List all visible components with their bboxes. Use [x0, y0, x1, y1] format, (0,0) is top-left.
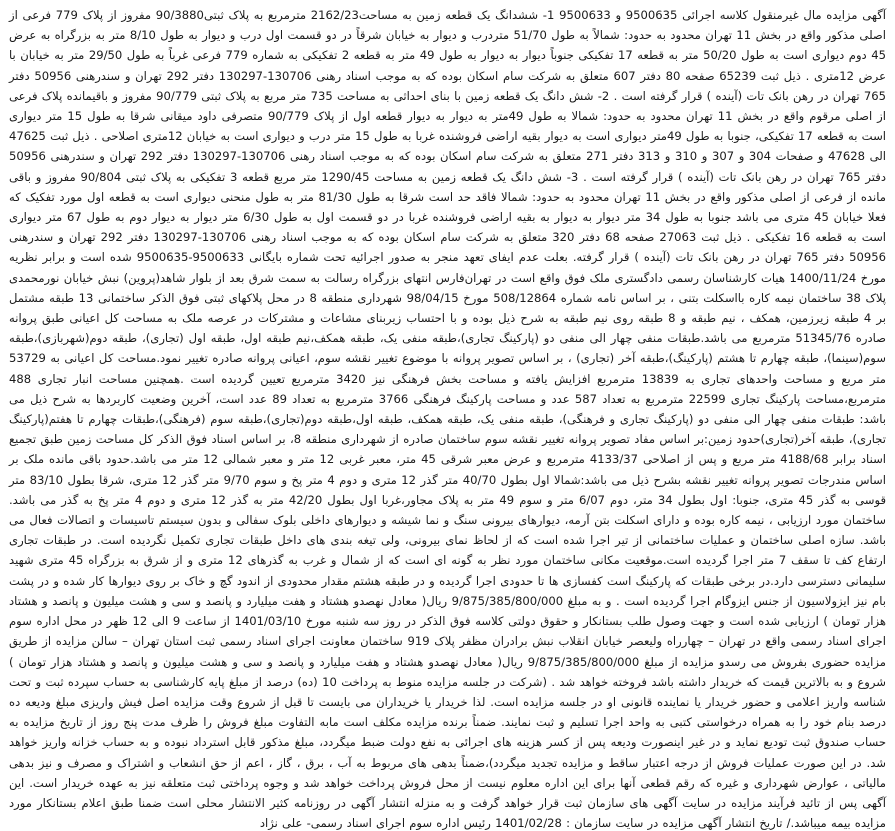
auction-notice-text: آگهی مزایده مال غیرمنقول کلاسه اجرائی 9500635 و 9500633 1- ششدانگ یک قطعه زمین به مساحت2162/23 مترمربع به پلاک ثبتی90/3880 مفروز از پلاک 779 فرعی از اصلی مذکور واقع در بخش 11 تهران محدود به حدود: شمالاً به طول 51/70 متردرب و دیوار به خیابان شرقاً در دو قسمت اول درب و دیوار به طول 8/10 متر به بزرگراه به عرض 45 دوم دیواری است به طول 50/20 متر به قطعه 17 تفکیکی جنوباً دیوار به دیوار به طول 49 متر به قطعه 2 تفکیکی به شماره 779 فرعی غرباً به طول 29/50 متر به خیابان با عرض 12متری . ذیل ثبت 65239 صفحه 80 دفتر 607 متعلق به شرکت سام اسکان بوده که به موجب اسناد رهنی 130706-130297 دفتر 292 تهران و سندرهنی 50956 دفتر 765 تهران در رهن بانک تات (آینده ) قرار گرفته است . 2- شش دانگ یک قطعه زمین با بنای احداثی به مساحت 735 متر مربع به پلاک ثبتی 90/779 مفروز و باقیمانده پلاک فرعی از اصلی مرقوم واقع در بخش 11 تهران محدود به حدود: شمالا به طول 49متر به دیوار به دیوار قطعه اول از پلاک 90/779 متصرفی داود میقانی شرقا به طول 15 متر دیواری است به قطعه 17 تفکیکی، جنوبا به طول 49متر دیواری است به دیوار بقیه اراضی فروشنده غربا به طول 15 متر درب و دیواری است به خیابان 12متری اصلاحی . ذیل ثبت 47625 الی 47628 و صفحات 304 و 307 و 310 و 313 دفتر 271 متعلق به شرکت سام اسکان بوده که به موجب اسناد رهنی 130706-130297 دفتر 292 تهران و سندرهنی 50956 دفتر 765 تهران در رهن بانک تات (آینده ) قرار گرفته است . 3- شش دانگ یک قطعه زمین به مساحت 1290/45 متر مربع قطعه 3 تفکیکی به پلاک ثبتی 90/804 مفروز و باقی مانده از فرعی از اصلی مذکور واقع در بخش 11 تهران محدود به حدود: شمالا فاقد حد است شرقا به طول 81/30 متر به طول منحنی دیواری است به قطعه اول مورد تفکیک که فعلا خیابان 45 متری می باشد جنوبا به طول 34 متر دیوار به دیوار به بقیه اراضی فروشنده غربا در دو قسمت اول به طول 6/30 متر دیوار به دیوار دوم به طول 67 متر دیواری است به قطعه 16 تفکیکی . ذیل ثبت 27063 صفحه 68 دفتر 320 متعلق به شرکت سام اسکان بوده که به موجب اسناد رهنی 130706-130297 دفتر 292 تهران و سندرهنی 50956 دفتر 765 تهران در رهن بانک تات (آینده ) قرار گرفته. بعلت عدم ایفای تعهد منجر به صدور اجرائیه تحت شماره بایگانی 9500633-9500635 شده است و برابر نظریه مورخ 1400/11/24 هیات کارشناسان رسمی دادگستری ملک فوق واقع است در تهران‌فارس انتهای بزرگراه رسالت به سمت شرق بعد از بلوار شاهد(پروین) نبش خیابان نورمحمدی پلاک 38 ساختمان نیمه کاره بااسکلت بتنی ، بر اساس نامه شماره 508/12864 مورخ 98/04/15 شهرداری منطقه 8 در محل پلاکهای ثبتی فوق الذکر ساختمانی 13 طبقه مشتمل بر 4 طبقه زیرزمین، همکف ، نیم طبقه و 8 طبقه روی نیم طبقه به شرح ذیل بوده و با احتساب زیربنای مشاعات و مشترکات در عرصه ملک به مساحت کل اعیانی طبق پروانه صادره 51345/76 مترمربع می باشد.طبقات منفی چهار الی منفی دو (پارکینگ تجاری)،طبقه منفی یک، طبقه همکف،نیم طبقه اول، طبقه اول (تجاری)، طبقه دوم(شهربازی)،طبقه سوم(سینما)، طبقه چهارم تا هشتم (پارکینگ)،طبقه آخر (تجاری) ، بر اساس تصویر پروانه با موضوع تغییر نقشه سوم، اعیانی پروانه صادره تغییر نمود.مساحت کل اعیانی به 53729 متر مربع و مساحت واحدهای تجاری به 13839 مترمربع افزایش یافته و مساحت بخش فرهنگی نیز 3420 مترمربع تعیین گردیده است .همچنین مساحت انبار تجاری 488 مترمربع،مساحت پارکینگ تجاری 22599 مترمربع به تعداد 587 عدد و مساحت پارکینگ فرهنگی 3766 مترمربع به تعداد 89 عدد است، آخرین وضعیت کاربردها به شرح ذیل می باشد: طبقات منفی چهار الی منفی دو (پارکینگ تجاری و فرهنگی)، طبقه منفی یک، طبقه همکف، طبقه اول،طبقه دوم(تجاری)،طبقه سوم (فرهنگی)،طبقات چهارم تا هفتم(پارکینگ تجاری)، طبقه آخر(تجاری)حدود زمین:بر اساس مفاد تصویر پروانه تغییر نقشه سوم ساختمان صادره از شهرداری منطقه 8، بر اساس اسناد فوق الذکر کل مساحت زمین طبق تجمیع اسناد برابر 4188/68 متر مربع و پس از اصلاحی 4133/37 مترمربع و عرض معبر شرقی 45 متر، معبر غربی 12 متر و معبر شمالی 12 متر می باشد.حدود باقی مانده ملک بر اساس مندرجات تصویر پروانه تغییر نقشه بشرح ذیل می باشد:شمالا اول بطول 40/70 متر گذر 12 متری و دوم 4 متر پخ و سوم 9/70 متر گذر 12 متری، شرقا بطول 83/10 متر قوسی به گذر 45 متری، جنوبا: اول بطول 34 متر، دوم 6/07 متر و سوم 49 متر به پلاک مجاور،غربا اول بطول 42/20 متر به گذر 12 متری و دوم 4 متر پخ به گذر می باشد. ساختمان مورد ارزیابی ، نیمه کاره بوده و دارای اسکلت بتن آرمه، دیوارهای بیرونی سنگ و نما شیشه و دیوارهای داخلی بلوک سفالی و بدون سیستم تاسیسات و اتصالات فعال می باشد. سازه اصلی ساختمان و عملیات ساختمانی از تیر اجرا شده است که از لحاظ نمای بیرونی، ولی تیغه بندی های داخل طبقات تجاری تکمیل نگردیده است. در طبقات تجاری ارتفاع کف تا سقف 7 متر اجرا گردیده است.موقعیت مکانی ساختمان مورد نظر به گونه ای است که از شمال و غرب به گذرهای 12 متری و از شرق به بزرگراه 45 متری شهید سلیمانی دسترسی دارد.در برخی طبقات که پارکینگ است کفسازی ها تا حدودی اجرا گردیده و در طبقه هشتم مقدار محدودی از اندود گچ و خاک بر روی دیوارها کار شده و در پشت بام نیز ایزولاسیون از جنس ایزوگام اجرا گردیده است . و به مبلغ 9/875/385/800/000 ریال( معادل نهصدو هشتاد و هفت میلیارد و پانصد و سی و هشت میلیون و پانصد و هشتاد هزار تومان ) ارزیابی شده است و جهت وصول طلب بستانکار و حقوق دولتی کلاسه فوق الذکر در روز سه شنبه مورخ 1401/03/10 از ساعت 9 الی 12 ظهر در محل اداره سوم اجرای اسناد رسمی واقع در تهران – چهارراه ولیعصر خیابان انقلاب نبش برادران مظفر پلاک 919 ساختمان معاونت اجرای اسناد رسمی ثبت استان تهران – سالن مزایده از طریق مزایده حضوری بفروش می رسدو مزایده از مبلغ 9/875/385/800/000 ریال( معادل نهصدو هشتاد و هفت میلیارد و پانصد و سی و هشت میلیون و پانصد و هشتاد هزار تومان ) شروع و به بالاترین قیمت که خریدار داشته باشد فروخته خواهد شد . (شرکت در جلسه مزایده منوط به پرداخت 10 (ده) درصد از مبلغ پایه کارشناسی به حساب سپرده ثبت و تحت شناسه واریز اعلامی و حضور خریدار یا نماینده قانونی او در جلسه مزایده است. لذا خریدار یا خریداران می بایست تا قبل از شروع وقت مزایده اصل فیش واریزی مبلغ ودیعه ده درصد بنام خود را به همراه درخواستی کتبی به واحد اجرا تسلیم و ثبت نمایند. ضمناً برنده مزایده مکلف است مابه التفاوت مبلغ فروش را ظرف مدت پنج روز از تاریخ مزایده به حساب صندوق ثبت تودیع نماید و در غیر اینصورت ودیعه پس از کسر هزینه های اجرائی به نفع دولت ضبط میگردد، مبلغ مذکور قابل استرداد نبوده و به حساب خزانه واریز خواهد شد. در این صورت عملیات فروش از درجه اعتبار ساقط و مزایده تجدید میگردد)،ضمناً بدهی های مربوط به آب ، برق ، گاز ، اعم از حق انشعاب و اشتراک و مصرف و نیز بدهی مالیاتی ، عوارض شهرداری و غیره که رقم قطعی آنها برای این اداره معلوم نیست از محل فروش پرداخت خواهد شد و وجوه پرداختی ثبت متعلقه نیز به عهده خریدار است. این آگهی پس از تائید فرآیند مزایده در سایت آگهی های سازمان ثبت قرار خواهد گرفت و به منزله انتشار آگهی در روزنامه کثیر الانتشار محلی است ضمنا طبق اعلام بستانکار مورد مزایده بیمه میباشد./ تاریخ انتشار آگهی مزایده در سایت سازمان : 1401/02/28 رئیس اداره سوم اجرای اسناد رسمی- علی نژاد — [9, 8, 887, 831]
